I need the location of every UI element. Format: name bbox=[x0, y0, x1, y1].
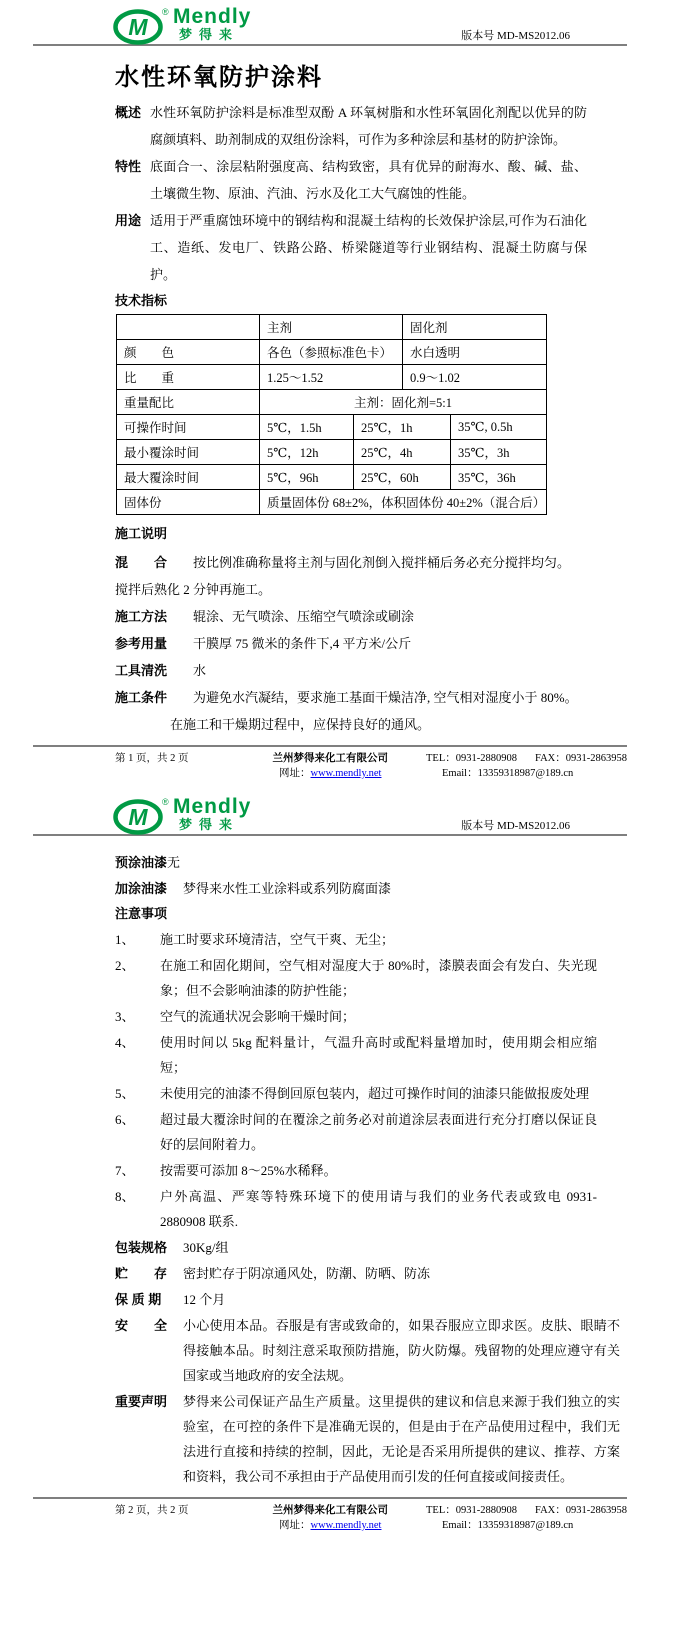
statement-label: 重要声明 bbox=[115, 1394, 168, 1409]
page-title: 水性环氧防护涂料 bbox=[115, 64, 323, 91]
footer-company-block bbox=[246, 1503, 414, 1533]
safety-row bbox=[115, 1313, 620, 1388]
mixing-continuation: 搅拌后熟化 2 分钟再施工。 bbox=[115, 582, 272, 597]
dosage-value: 干膜厚 75 微米的条件下,4 平方米/公斤 bbox=[193, 636, 412, 651]
version-label: 版本号 MD-MS2012.06 bbox=[461, 820, 570, 832]
statement-value: 梦得来公司保证产品生产质量。这里提供的建议和信息来源于我们独立的实验室，在可控的条件下是准确无误的，但是由于在产品使用过程中，我们无法进行直接和持续的控制，因此，无论是否采用所提供的建议、推荐、方案和资料，我公司不承担由于产品使用而引发的任何直接或间接责任。 bbox=[183, 1394, 620, 1484]
max-recoat-5c: 5℃，96h bbox=[260, 465, 354, 490]
shelf-life-row bbox=[115, 1287, 620, 1312]
note-number: 6、 bbox=[115, 1112, 135, 1127]
logo-monogram: M bbox=[128, 14, 148, 40]
precoat-row bbox=[115, 850, 604, 875]
section-overview bbox=[115, 99, 587, 153]
brand-wordmark bbox=[173, 7, 251, 42]
fax-value: FAX：0931-2863958 bbox=[535, 1505, 627, 1516]
page-number: 第 1 页，共 2 页 bbox=[115, 753, 189, 764]
mixing-row bbox=[115, 549, 630, 576]
note-text: 施工时要求环境清洁，空气干爽、无尘； bbox=[160, 932, 395, 947]
note-number: 2、 bbox=[115, 958, 135, 973]
note-number: 3、 bbox=[115, 1009, 135, 1024]
col-main-header: 主剂 bbox=[260, 315, 403, 340]
note-item-6 bbox=[115, 1107, 597, 1157]
table-row-min-recoat bbox=[117, 440, 547, 465]
min-recoat-label: 最小覆涂时间 bbox=[117, 440, 260, 465]
ratio-value: 主剂：固化剂=5:1 bbox=[260, 390, 547, 415]
condition-continuation: 在施工和干燥期过程中，应保持良好的通风。 bbox=[170, 717, 431, 732]
overview-label: 概述 bbox=[115, 105, 142, 120]
precoat-value: 无 bbox=[167, 855, 181, 870]
header-empty-cell bbox=[117, 315, 260, 340]
note-text: 使用时间以 5kg 配料量计，气温升高时或配料量增加时，使用期会相应缩短； bbox=[160, 1035, 597, 1075]
note-item-3 bbox=[115, 1004, 597, 1029]
tel-value: TEL：0931-2880908 bbox=[426, 753, 518, 764]
note-item-8 bbox=[115, 1184, 597, 1234]
safety-value: 小心使用本品。吞服是有害或致命的，如果吞服应立即求医。皮肤、眼睛不得接触本品。时刻注意采取预防措施，防火防爆。残留物的处理应遵守有关国家或当地政府的安全法规。 bbox=[183, 1318, 620, 1383]
max-recoat-label: 最大覆涂时间 bbox=[117, 465, 260, 490]
phone-line bbox=[426, 751, 627, 766]
tel-value: TEL：0931-2880908 bbox=[426, 1505, 518, 1516]
section-usage bbox=[115, 207, 587, 288]
topcoat-value: 梦得来水性工业涂料或系列防腐面漆 bbox=[183, 881, 392, 896]
min-recoat-5c: 5℃，12h bbox=[260, 440, 354, 465]
website-label: 网址： bbox=[279, 1520, 311, 1531]
max-recoat-35c: 35℃，36h bbox=[451, 465, 547, 490]
website-label: 网址： bbox=[279, 768, 311, 779]
email-value: Email：13359318987@189.cn bbox=[442, 768, 574, 779]
condition-label: 施工条件 bbox=[115, 690, 168, 705]
note-text: 按需要可添加 8～25%水稀释。 bbox=[160, 1163, 337, 1178]
statement-row bbox=[115, 1389, 620, 1489]
page1-footer bbox=[115, 751, 627, 781]
brand-wordmark bbox=[173, 797, 251, 832]
overview-text: 水性环氧防护涂料是标准型双酚 A 环氧树脂和水性环氧固化剂配以优异的防腐颜填料、助剂制成的双组份涂料，可作为多种涂层和基材的防护涂饰。 bbox=[150, 105, 587, 147]
website-link[interactable]: www.mendly.net bbox=[310, 768, 382, 779]
company-name: 兰州梦得来化工有限公司 bbox=[272, 1505, 388, 1516]
topcoat-label: 加涂油漆 bbox=[115, 881, 168, 896]
website-line bbox=[246, 766, 414, 781]
usage-label: 用途 bbox=[115, 213, 142, 228]
note-item-7 bbox=[115, 1158, 597, 1183]
potlife-label: 可操作时间 bbox=[117, 415, 260, 440]
cleaning-value: 水 bbox=[193, 663, 207, 678]
registered-mark-icon: ® bbox=[162, 797, 169, 807]
version-label: 版本号 MD-MS2012.06 bbox=[461, 30, 570, 42]
gravity-label: 比 重 bbox=[117, 365, 260, 390]
brand-name-cn: 梦得来 bbox=[179, 27, 240, 42]
phone-line bbox=[426, 1503, 627, 1518]
solids-value: 质量固体份 68±2%，体积固体份 40±2%（混合后） bbox=[260, 490, 547, 515]
table-row-color bbox=[117, 340, 547, 365]
solids-label: 固体份 bbox=[117, 490, 260, 515]
logo-monogram: M bbox=[128, 804, 148, 830]
shelf-life-value: 12 个月 bbox=[183, 1292, 226, 1307]
page2-header bbox=[0, 790, 687, 834]
page1-header bbox=[0, 0, 687, 44]
storage-value: 密封贮存于阴凉通风处，防潮、防晒、防冻 bbox=[183, 1266, 431, 1281]
notes-heading: 注意事项 bbox=[115, 906, 168, 921]
specs-table bbox=[116, 314, 547, 515]
email-value: Email：13359318987@189.cn bbox=[442, 1520, 574, 1531]
footer-contact-block bbox=[414, 751, 627, 781]
table-row-max-recoat bbox=[117, 465, 547, 490]
note-number: 5、 bbox=[115, 1086, 135, 1101]
note-number: 8、 bbox=[115, 1189, 135, 1204]
features-text: 底面合一、涂层粘附强度高、结构致密，具有优异的耐海水、酸、碱、盐、土壤微生物、原油、汽油、污水及化工大气腐蚀的性能。 bbox=[150, 159, 587, 201]
shelf-life-label: 保 质 期 bbox=[115, 1292, 162, 1307]
table-row-solids bbox=[117, 490, 547, 515]
specs-heading: 技术指标 bbox=[115, 293, 168, 308]
safety-label: 安 全 bbox=[115, 1318, 168, 1333]
mendly-logo-icon bbox=[113, 797, 169, 835]
brand-name: Mendly bbox=[173, 795, 252, 818]
dosage-label: 参考用量 bbox=[115, 636, 168, 651]
page-number: 第 2 页，共 2 页 bbox=[115, 1505, 189, 1516]
note-text: 空气的流通状况会影响干燥时间； bbox=[160, 1009, 356, 1024]
packing-value: 30Kg/组 bbox=[183, 1240, 229, 1255]
potlife-35c: 35℃, 0.5h bbox=[451, 415, 547, 440]
mendly-logo-icon bbox=[113, 7, 169, 45]
note-item-2 bbox=[115, 953, 597, 1003]
condition-value: 为避免水汽凝结，要求施工基面干燥洁净, 空气相对湿度小于 80%。 bbox=[193, 690, 578, 705]
website-line bbox=[246, 1518, 414, 1533]
section-features bbox=[115, 153, 587, 207]
gravity-main: 1.25～1.52 bbox=[260, 365, 403, 390]
max-recoat-25c: 25℃，60h bbox=[354, 465, 451, 490]
note-item-5 bbox=[115, 1081, 597, 1106]
mixing-text: 按比例准确称量将主剂与固化剂倒入搅拌桶后务必充分搅拌均匀。 bbox=[193, 555, 571, 570]
color-label: 颜 色 bbox=[117, 340, 260, 365]
method-label: 施工方法 bbox=[115, 609, 168, 624]
precoat-label: 预涂油漆 bbox=[115, 855, 168, 870]
page2-footer bbox=[115, 1503, 627, 1533]
registered-mark-icon: ® bbox=[162, 7, 169, 17]
potlife-5c: 5℃，1.5h bbox=[260, 415, 354, 440]
color-hardener: 水白透明 bbox=[403, 340, 547, 365]
features-label: 特性 bbox=[115, 159, 142, 174]
table-row-ratio bbox=[117, 390, 547, 415]
ratio-label: 重量配比 bbox=[117, 390, 260, 415]
company-name: 兰州梦得来化工有限公司 bbox=[272, 753, 388, 764]
dosage-row bbox=[115, 630, 630, 657]
condition-row bbox=[115, 684, 630, 711]
note-number: 4、 bbox=[115, 1035, 135, 1050]
brand-name: Mendly bbox=[173, 5, 252, 28]
page1-footer-rule bbox=[33, 745, 627, 747]
col-hardener-header: 固化剂 bbox=[403, 315, 547, 340]
fax-value: FAX：0931-2863958 bbox=[535, 753, 627, 764]
footer-company-block bbox=[246, 751, 414, 781]
mendly-logo bbox=[113, 7, 251, 45]
min-recoat-35c: 35℃，3h bbox=[451, 440, 547, 465]
topcoat-row bbox=[115, 876, 620, 901]
note-text: 在施工和固化期间，空气相对湿度大于 80%时，漆膜表面会有发白、失光现象；但不会影响油漆的防护性能； bbox=[160, 958, 597, 998]
storage-label: 贮 存 bbox=[115, 1266, 168, 1281]
table-row-potlife bbox=[117, 415, 547, 440]
note-item-1 bbox=[115, 927, 597, 952]
packing-label: 包装规格 bbox=[115, 1240, 168, 1255]
footer-contact-block bbox=[414, 1503, 627, 1533]
page2-footer-rule bbox=[33, 1497, 627, 1499]
construction-heading: 施工说明 bbox=[115, 526, 168, 541]
website-link[interactable]: www.mendly.net bbox=[310, 1520, 382, 1531]
note-text: 超过最大覆涂时间的在覆涂之前务必对前道涂层表面进行充分打磨以保证良好的层间附着力。 bbox=[160, 1112, 597, 1152]
color-main: 各色（参照标准色卡） bbox=[260, 340, 403, 365]
cleaning-label: 工具清洗 bbox=[115, 663, 168, 678]
storage-row bbox=[115, 1261, 620, 1286]
method-value: 辊涂、无气喷涂、压缩空气喷涂或刷涂 bbox=[193, 609, 415, 624]
table-row-gravity bbox=[117, 365, 547, 390]
packing-row bbox=[115, 1235, 620, 1260]
potlife-25c: 25℃，1h bbox=[354, 415, 451, 440]
min-recoat-25c: 25℃，4h bbox=[354, 440, 451, 465]
mixing-label: 混 合 bbox=[115, 555, 168, 570]
cleaning-row bbox=[115, 657, 630, 684]
note-number: 7、 bbox=[115, 1163, 135, 1178]
usage-text: 适用于严重腐蚀环境中的钢结构和混凝土结构的长效保护涂层,可作为石油化工、造纸、发电厂、铁路公路、桥梁隧道等行业钢结构、混凝土防腐与保护。 bbox=[150, 213, 587, 282]
note-item-4 bbox=[115, 1030, 597, 1080]
note-text: 户外高温、严寒等特殊环境下的使用请与我们的业务代表或致电 0931-2880908 联系. bbox=[160, 1189, 597, 1229]
brand-name-cn: 梦得来 bbox=[179, 817, 240, 832]
method-row bbox=[115, 603, 630, 630]
table-row-header bbox=[117, 315, 547, 340]
mendly-logo-2 bbox=[113, 797, 251, 835]
note-number: 1、 bbox=[115, 932, 135, 947]
note-text: 未使用完的油漆不得倒回原包装内，超过可操作时间的油漆只能做报废处理 bbox=[160, 1086, 590, 1101]
gravity-hardener: 0.9～1.02 bbox=[403, 365, 547, 390]
